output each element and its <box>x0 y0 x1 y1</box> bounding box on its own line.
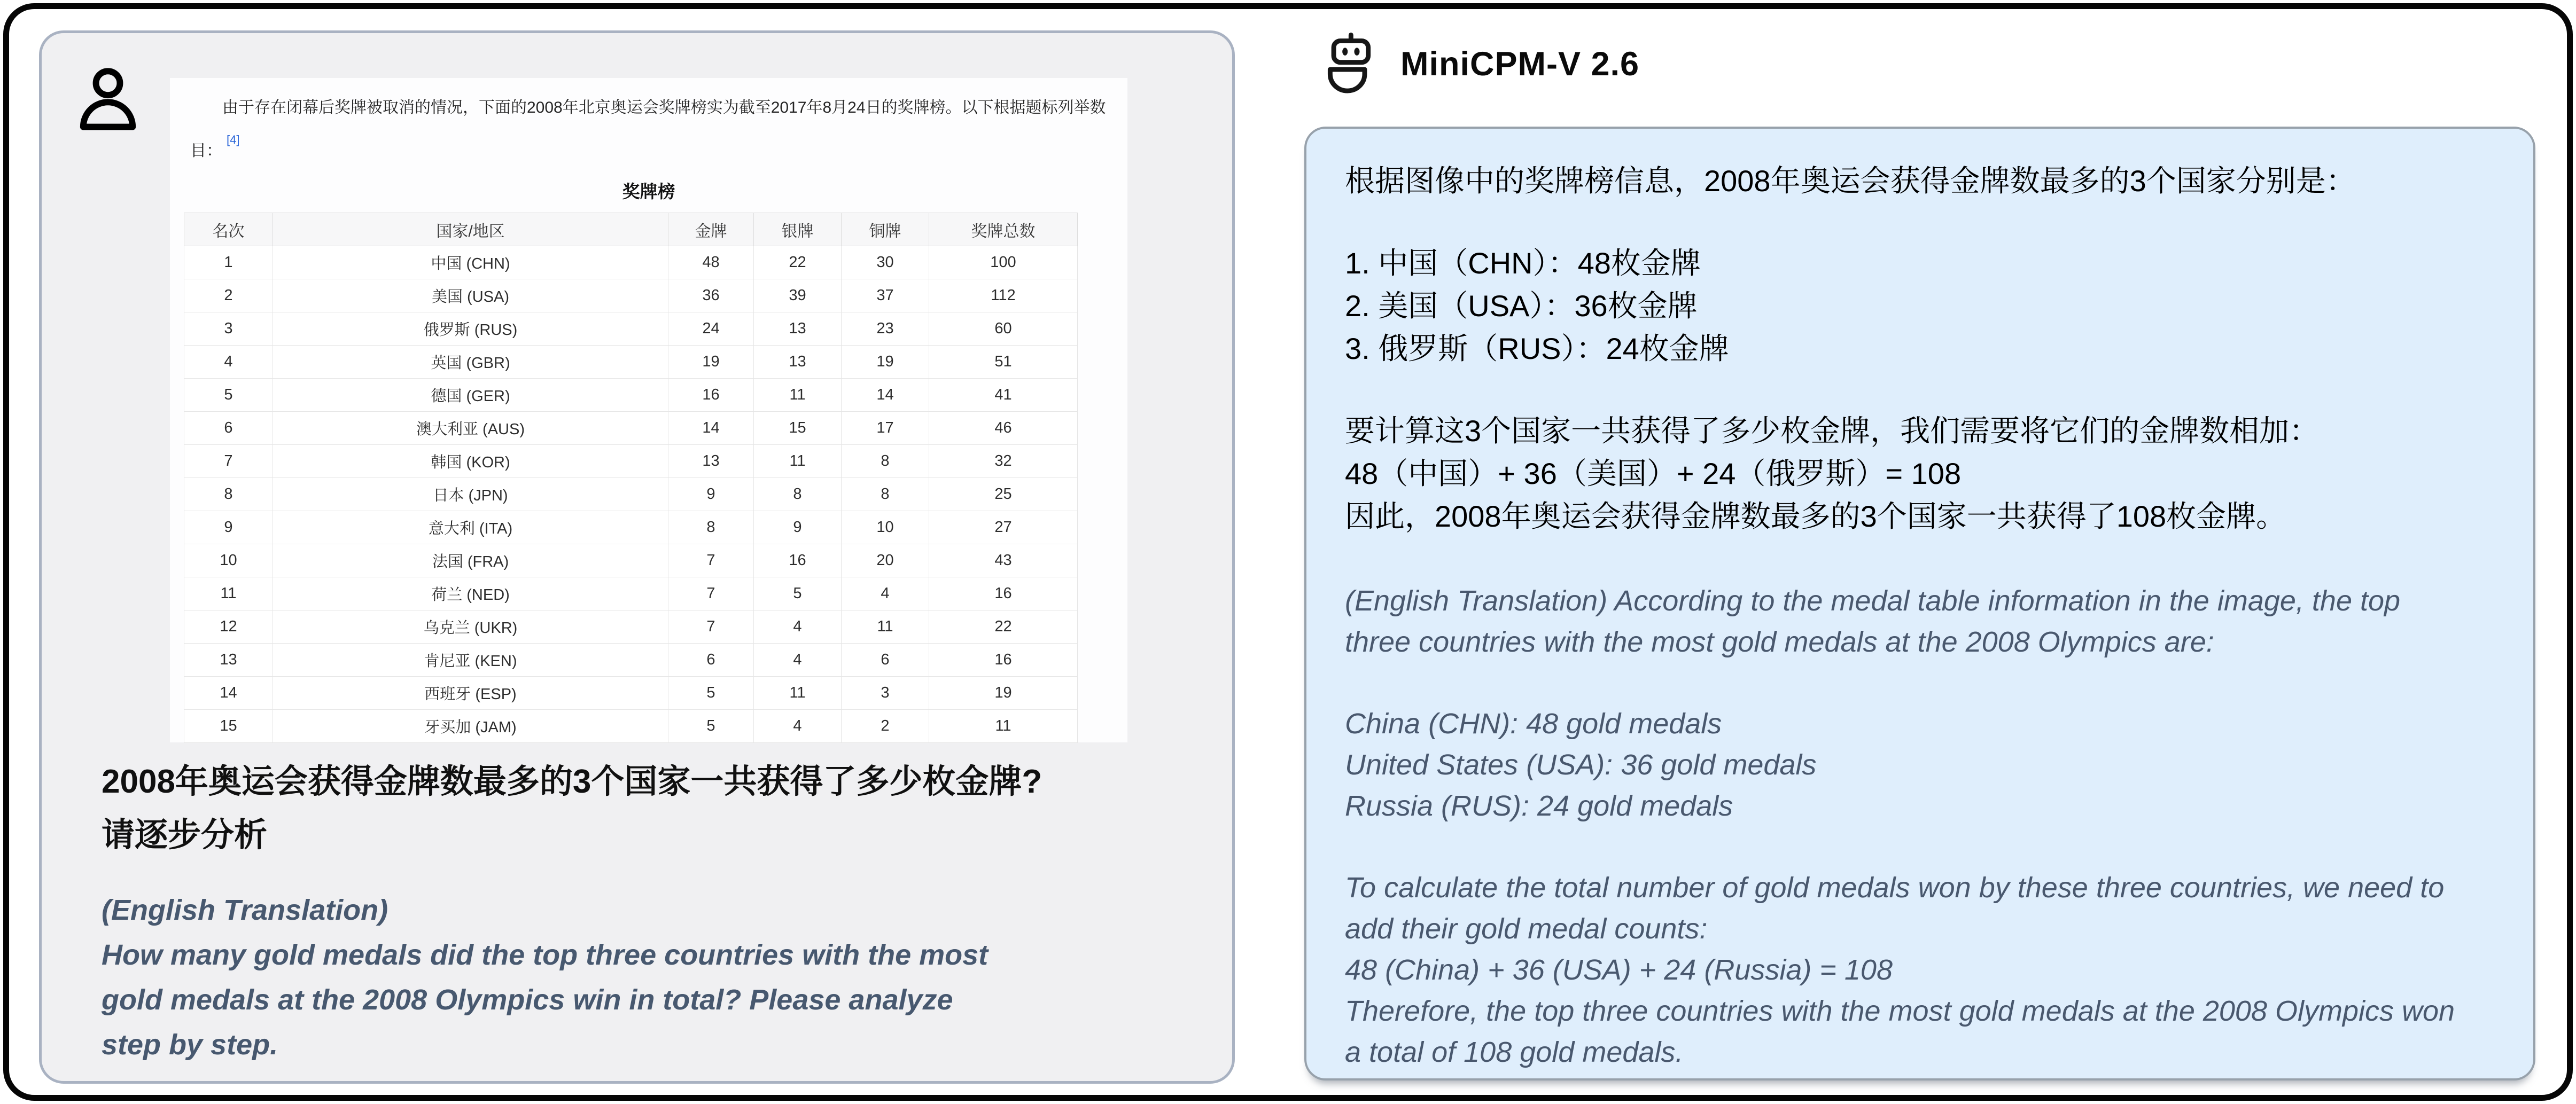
medal-table-title: 奖牌榜 <box>622 182 675 201</box>
table-row <box>184 412 1078 445</box>
table-cell: 13 <box>754 312 842 346</box>
response-zh-list-item: 1. 中国（CHN）：48枚金牌 <box>1345 246 1701 280</box>
table-cell: 5 <box>754 577 842 610</box>
table-cell: 8 <box>842 445 929 478</box>
table-cell: 60 <box>929 312 1078 346</box>
table-cell: 8 <box>668 511 754 544</box>
table-cell: 15 <box>184 710 273 743</box>
table-cell: 19 <box>929 677 1078 710</box>
table-cell: 37 <box>842 279 929 312</box>
table-cell: 美国 (USA) <box>273 279 668 312</box>
table-cell: 11 <box>754 379 842 412</box>
response-zh-calc-line: 48（中国）+ 36（美国）+ 24（俄罗斯）= 108 <box>1345 457 1962 490</box>
table-cell: 13 <box>184 644 273 677</box>
table-cell: 41 <box>929 379 1078 412</box>
table-cell: 48 <box>668 246 754 279</box>
response-en-calc-line: 48 (China) + 36 (USA) + 24 (Russia) = 108 <box>1345 954 1893 986</box>
table-cell: 12 <box>184 610 273 644</box>
table-cell: 16 <box>668 379 754 412</box>
table-cell: 荷兰 (NED) <box>273 577 668 610</box>
table-cell: 11 <box>754 445 842 478</box>
table-header-cell: 金牌 <box>668 213 754 246</box>
table-cell: 16 <box>929 577 1078 610</box>
table-cell: 4 <box>754 644 842 677</box>
table-row <box>184 644 1078 677</box>
table-cell: 意大利 (ITA) <box>273 511 668 544</box>
table-cell: 牙买加 (JAM) <box>273 710 668 743</box>
table-cell: 5 <box>668 677 754 710</box>
table-cell: 23 <box>842 312 929 346</box>
table-cell: 3 <box>842 677 929 710</box>
table-cell: 澳大利亚 (AUS) <box>273 412 668 445</box>
table-cell: 德国 (GER) <box>273 379 668 412</box>
user-question-zh <box>102 755 1213 862</box>
table-cell: 9 <box>754 511 842 544</box>
table-cell: 17 <box>842 412 929 445</box>
response-en-calc-line: To calculate the total number of gold medals won by these three countries, we need to add their gold medal counts: <box>1345 872 2445 945</box>
table-cell: 4 <box>184 346 273 379</box>
table-cell: 11 <box>184 577 273 610</box>
model-name: MiniCPM-V 2.6 <box>1400 45 1640 83</box>
response-en-list-item: United States (USA): 36 gold medals <box>1345 749 1817 781</box>
response-en-list-item: China (CHN): 48 gold medals <box>1345 708 1722 740</box>
table-cell: 19 <box>668 346 754 379</box>
model-header <box>1319 33 1639 96</box>
table-cell: 日本 (JPN) <box>273 478 668 511</box>
table-cell: 肯尼亚 (KEN) <box>273 644 668 677</box>
table-row <box>184 577 1078 610</box>
response-zh-list-item: 3. 俄罗斯（RUS）：24枚金牌 <box>1345 332 1729 365</box>
medal-table <box>184 213 1078 743</box>
table-row <box>184 677 1078 710</box>
table-cell: 25 <box>929 478 1078 511</box>
table-row <box>184 312 1078 346</box>
table-cell: 16 <box>929 644 1078 677</box>
table-cell: 8 <box>842 478 929 511</box>
table-cell: 6 <box>184 412 273 445</box>
table-cell: 30 <box>842 246 929 279</box>
user-question-line1: 2008年奥运会获得金牌数最多的3个国家一共获得了多少枚金牌? <box>102 763 1042 800</box>
table-cell: 14 <box>184 677 273 710</box>
table-row <box>184 246 1078 279</box>
translation-label: (English Translation) <box>102 894 388 926</box>
table-cell: 32 <box>929 445 1078 478</box>
table-header-cell: 名次 <box>184 213 273 246</box>
table-cell: 14 <box>842 379 929 412</box>
table-cell: 13 <box>754 346 842 379</box>
table-row <box>184 279 1078 312</box>
table-header-cell: 铜牌 <box>842 213 929 246</box>
table-cell: 20 <box>842 544 929 577</box>
table-cell: 13 <box>668 445 754 478</box>
citation-link[interactable]: [4] <box>227 133 240 146</box>
table-cell: 2 <box>184 279 273 312</box>
table-cell: 10 <box>184 544 273 577</box>
model-response-bubble <box>1304 127 2535 1080</box>
table-cell: 8 <box>184 478 273 511</box>
response-en-intro: (English Translation) According to the medal table information in the image, the top three countries with the most gold medals at the 2008 Olympics are: <box>1345 585 2401 658</box>
screenshot-intro-text <box>190 89 1107 170</box>
table-cell: 7 <box>668 544 754 577</box>
table-row <box>184 379 1078 412</box>
user-avatar-icon <box>73 64 143 143</box>
table-row <box>184 710 1078 743</box>
table-cell: 16 <box>754 544 842 577</box>
table-cell: 3 <box>184 312 273 346</box>
table-cell: 14 <box>668 412 754 445</box>
table-header-row <box>184 213 1078 246</box>
table-cell: 西班牙 (ESP) <box>273 677 668 710</box>
table-header-cell: 银牌 <box>754 213 842 246</box>
medal-table-body <box>184 246 1078 743</box>
table-cell: 乌克兰 (UKR) <box>273 610 668 644</box>
translation-body: How many gold medals did the top three countries with the most gold medals at the 2008 Olympics win in total? Please analyze step by step. <box>102 939 989 1061</box>
table-cell: 39 <box>754 279 842 312</box>
figure-frame <box>3 3 2573 1101</box>
table-cell: 36 <box>668 279 754 312</box>
table-cell: 法国 (FRA) <box>273 544 668 577</box>
model-response-text <box>1345 160 2460 1073</box>
table-cell: 11 <box>754 677 842 710</box>
table-cell: 4 <box>842 577 929 610</box>
table-cell: 43 <box>929 544 1078 577</box>
response-zh-list-item: 2. 美国（USA）：36枚金牌 <box>1345 289 1698 323</box>
response-en-calc-line: Therefore, the top three countries with the most gold medals at the 2008 Olympics won a total of 108 gold medals. <box>1345 995 2455 1068</box>
table-cell: 1 <box>184 246 273 279</box>
table-cell: 15 <box>754 412 842 445</box>
table-row <box>184 610 1078 644</box>
table-cell: 韩国 (KOR) <box>273 445 668 478</box>
table-cell: 7 <box>184 445 273 478</box>
table-cell: 46 <box>929 412 1078 445</box>
table-cell: 9 <box>184 511 273 544</box>
table-cell: 2 <box>842 710 929 743</box>
table-cell: 8 <box>754 478 842 511</box>
medal-table-screenshot <box>170 78 1127 742</box>
robot-icon <box>1319 33 1379 96</box>
table-cell: 19 <box>842 346 929 379</box>
table-cell: 27 <box>929 511 1078 544</box>
table-cell: 10 <box>842 511 929 544</box>
table-cell: 100 <box>929 246 1078 279</box>
table-cell: 6 <box>668 644 754 677</box>
table-row <box>184 478 1078 511</box>
table-cell: 112 <box>929 279 1078 312</box>
table-cell: 7 <box>668 610 754 644</box>
table-cell: 7 <box>668 577 754 610</box>
table-row <box>184 346 1078 379</box>
table-cell: 51 <box>929 346 1078 379</box>
response-zh-calc-line: 因此，2008年奥运会获得金牌数最多的3个国家一共获得了108枚金牌。 <box>1345 499 2286 533</box>
table-cell: 6 <box>842 644 929 677</box>
response-zh-intro: 根据图像中的奖牌榜信息，2008年奥运会获得金牌数最多的3个国家分别是： <box>1345 164 2356 198</box>
table-row <box>184 544 1078 577</box>
table-cell: 5 <box>668 710 754 743</box>
screenshot-intro-span: 由于存在闭幕后奖牌被取消的情况，下面的2008年北京奥运会奖牌榜实为截至2017年8月24日的奖牌榜。以下根据题标列举数目： <box>190 99 1106 160</box>
table-cell: 24 <box>668 312 754 346</box>
table-cell: 22 <box>929 610 1078 644</box>
table-cell: 4 <box>754 710 842 743</box>
table-cell: 俄罗斯 (RUS) <box>273 312 668 346</box>
table-cell: 英国 (GBR) <box>273 346 668 379</box>
table-cell: 4 <box>754 610 842 644</box>
medal-table-header <box>184 213 1078 246</box>
table-cell: 11 <box>929 710 1078 743</box>
table-cell: 中国 (CHN) <box>273 246 668 279</box>
user-question-line2: 请逐步分析 <box>102 817 268 854</box>
table-cell: 5 <box>184 379 273 412</box>
user-message-panel <box>39 30 1235 1084</box>
table-cell: 11 <box>842 610 929 644</box>
table-row <box>184 511 1078 544</box>
response-zh-calc-line: 要计算这3个国家一共获得了多少枚金牌，我们需要将它们的金牌数相加： <box>1345 414 2320 448</box>
table-header-cell: 奖牌总数 <box>929 213 1078 246</box>
table-cell: 9 <box>668 478 754 511</box>
table-cell: 22 <box>754 246 842 279</box>
table-header-cell: 国家/地区 <box>273 213 668 246</box>
response-en-list-item: Russia (RUS): 24 gold medals <box>1345 790 1733 822</box>
user-question-translation <box>102 888 989 1067</box>
table-row <box>184 445 1078 478</box>
